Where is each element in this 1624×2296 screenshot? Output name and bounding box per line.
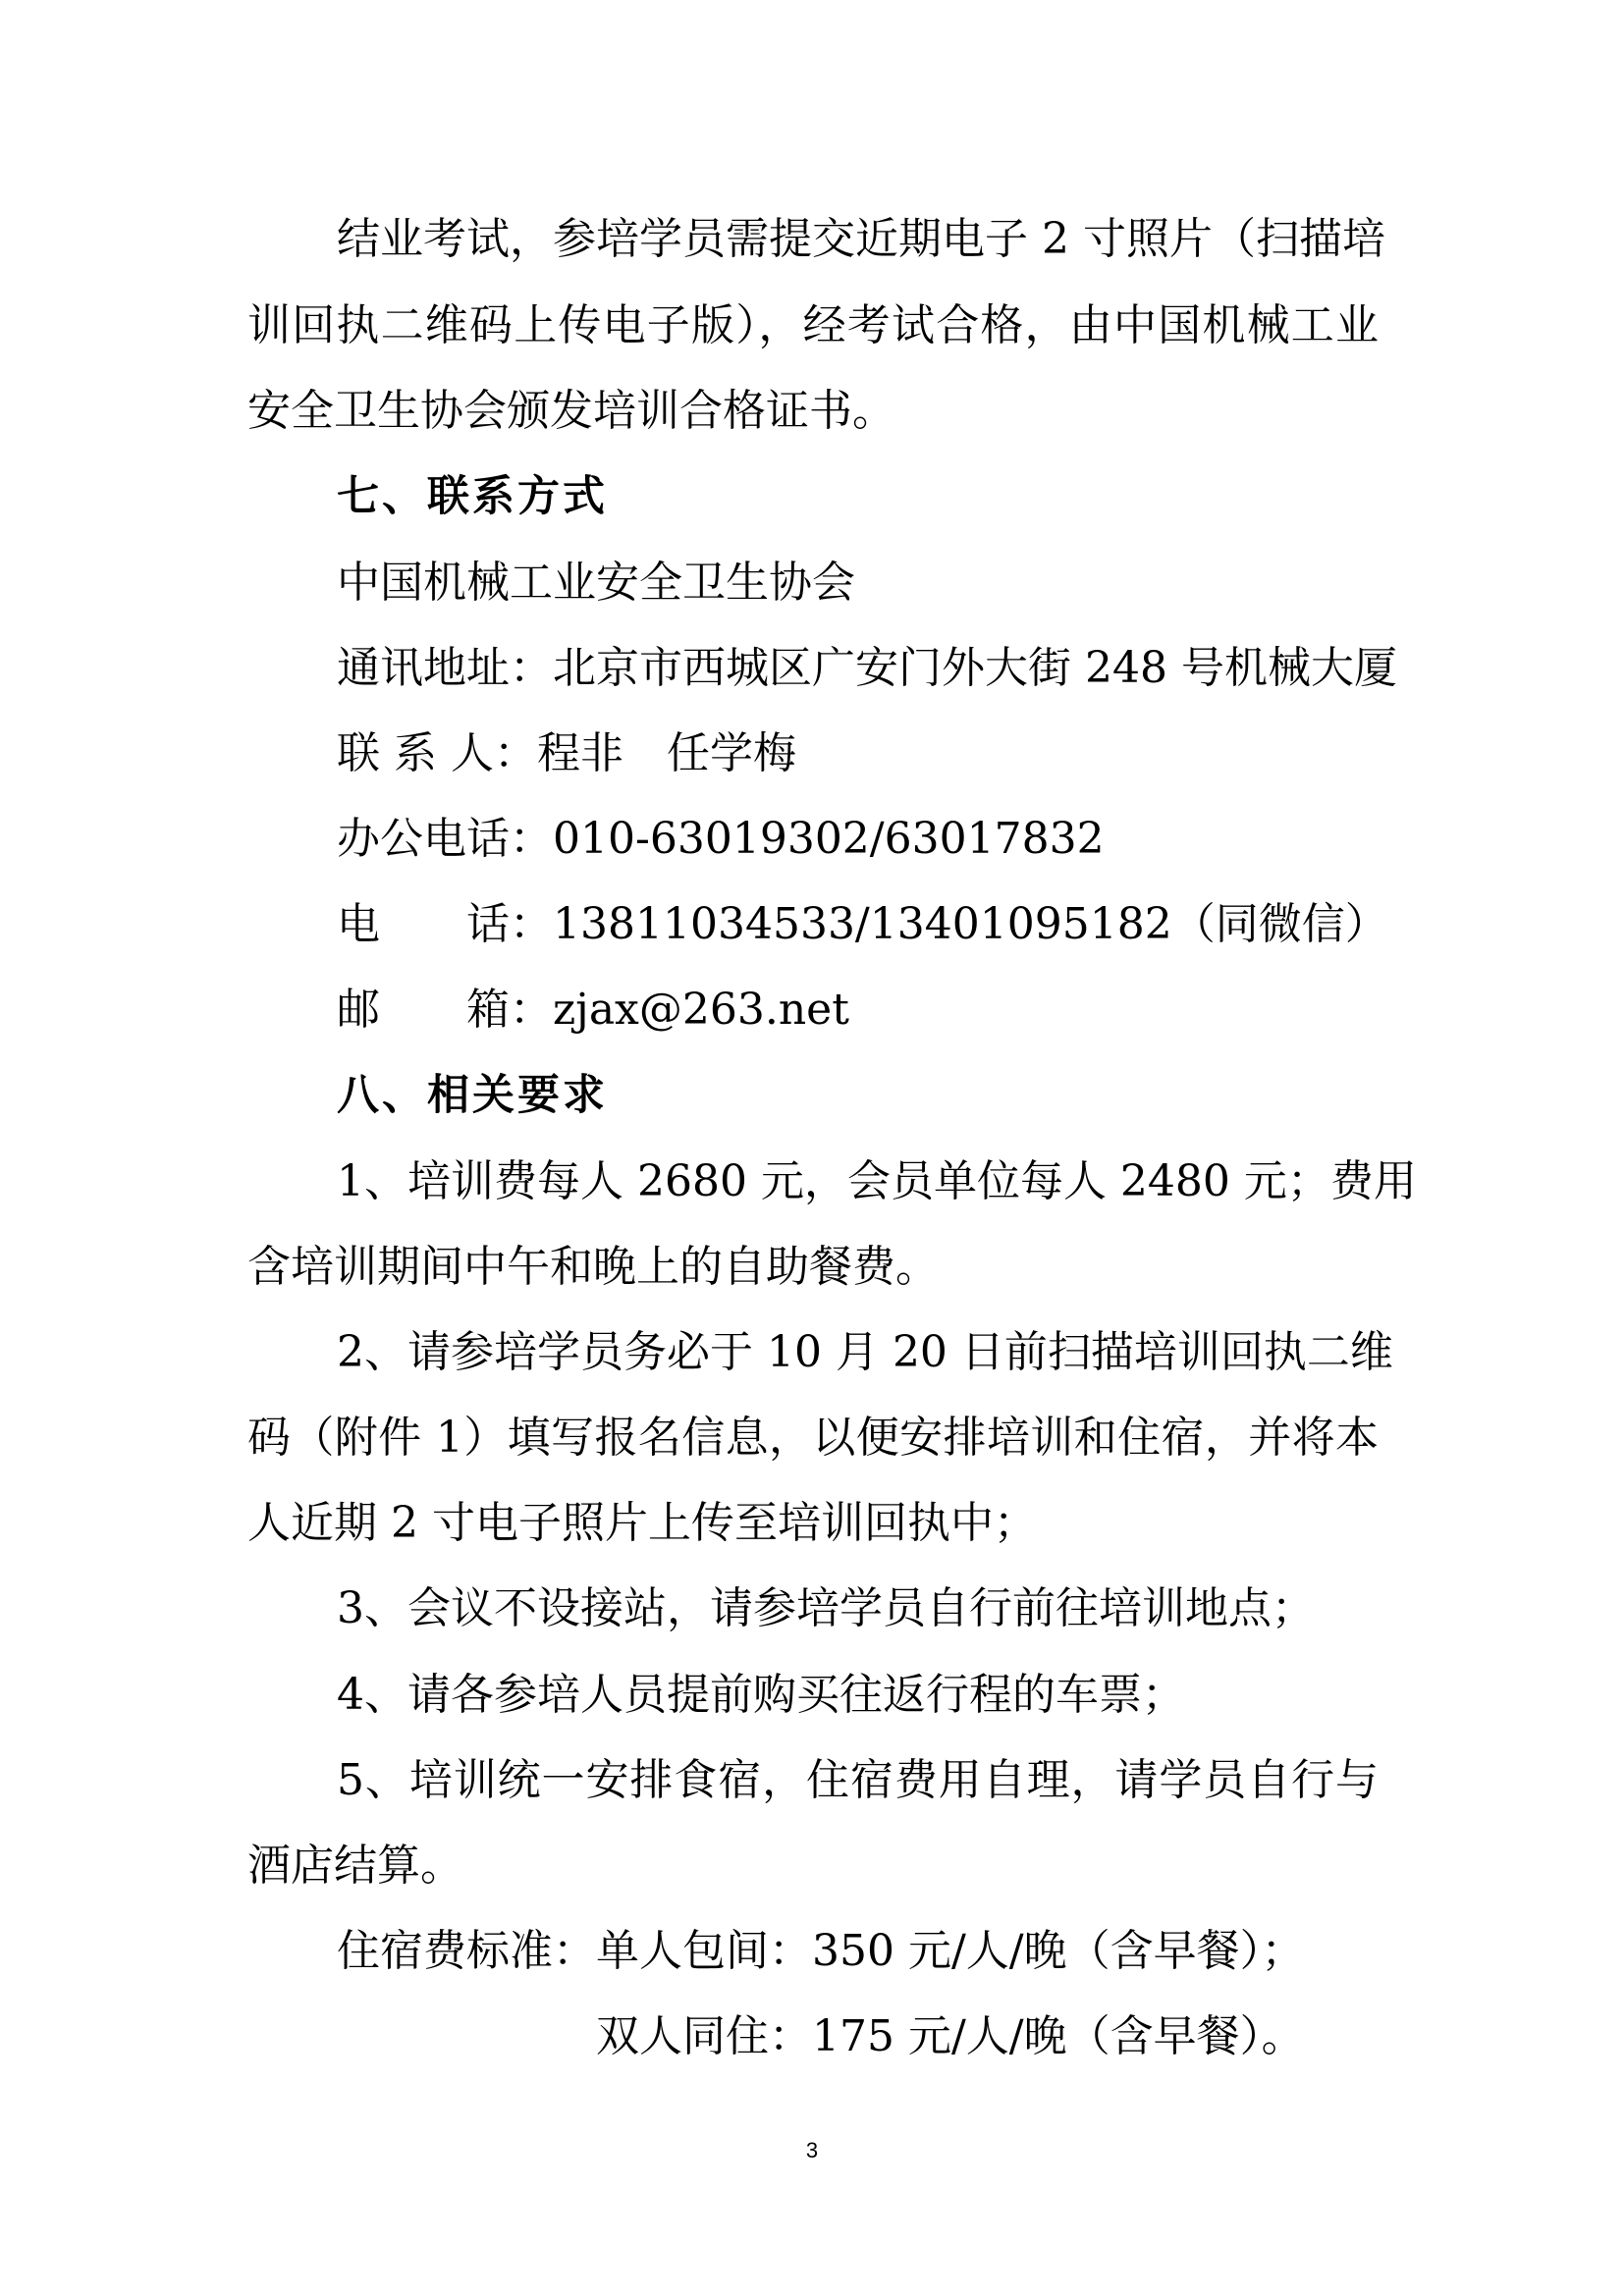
lodging-rate-row [337, 1922, 1305, 1981]
mobile-phone-row [337, 895, 1388, 954]
organization-name: 中国机械工业安全卫生协会 [337, 558, 855, 608]
paragraph-line: 训回执二维码上传电子版），经考试合格，由中国机械工业 [247, 300, 1379, 350]
requirement-line: 2、请参培学员务必于 10 月 20 日前扫描培训回执二维 [337, 1327, 1393, 1377]
email-value: zjax@263.net [553, 985, 849, 1035]
section-heading-contact: 七、联系方式 [337, 472, 608, 521]
requirement-line: 码（附件 1）填写报名信息，以便安排培训和住宿，并将本 [247, 1413, 1379, 1463]
mobile-phone-value: 13811034533/13401095182（同微信） [553, 899, 1388, 949]
lodging-rate-single: 单人包间：350 元/人/晚（含早餐）； [596, 1926, 1305, 1976]
requirement-line: 人近期 2 寸电子照片上传至培训回执中； [247, 1498, 1037, 1548]
lodging-rate-label: 住宿费标准： [337, 1926, 596, 1976]
email-label: 邮 箱： [337, 985, 553, 1035]
section-heading-requirements: 八、相关要求 [337, 1071, 608, 1120]
requirement-line: 3、会议不设接站，请参培学员自行前往培训地点； [337, 1583, 1315, 1633]
requirement-line: 1、培训费每人 2680 元，会员单位每人 2480 元；费用 [337, 1156, 1417, 1206]
requirement-line: 5、培训统一安排食宿，住宿费用自理，请学员自行与 [337, 1755, 1379, 1805]
page-number: 3 [805, 2138, 819, 2163]
office-phone-row [337, 810, 1105, 869]
mobile-phone-label: 电 话： [337, 899, 553, 949]
paragraph-line: 结业考试，参培学员需提交近期电子 2 寸照片（扫描培 [337, 214, 1385, 264]
requirement-line: 含培训期间中午和晚上的自助餐费。 [247, 1242, 939, 1292]
paragraph-line: 安全卫生协会颁发培训合格证书。 [247, 386, 895, 436]
address-row [337, 639, 1397, 698]
lodging-rate-double: 双人同住：175 元/人/晚（含早餐）。 [596, 2011, 1305, 2061]
office-phone-value: 010-63019302/63017832 [553, 814, 1105, 864]
contact-person-label: 联 系 人： [337, 728, 537, 778]
contact-person-row [337, 724, 796, 783]
address-value: 北京市西城区广安门外大街 248 号机械大厦 [553, 643, 1397, 693]
requirement-line: 酒店结算。 [247, 1841, 463, 1891]
contact-person-value: 程非 任学梅 [536, 728, 796, 778]
office-phone-label: 办公电话： [337, 814, 553, 864]
email-row [337, 981, 849, 1040]
requirement-line: 4、请各参培人员提前购买往返行程的车票； [337, 1670, 1185, 1720]
address-label: 通讯地址： [337, 643, 553, 693]
